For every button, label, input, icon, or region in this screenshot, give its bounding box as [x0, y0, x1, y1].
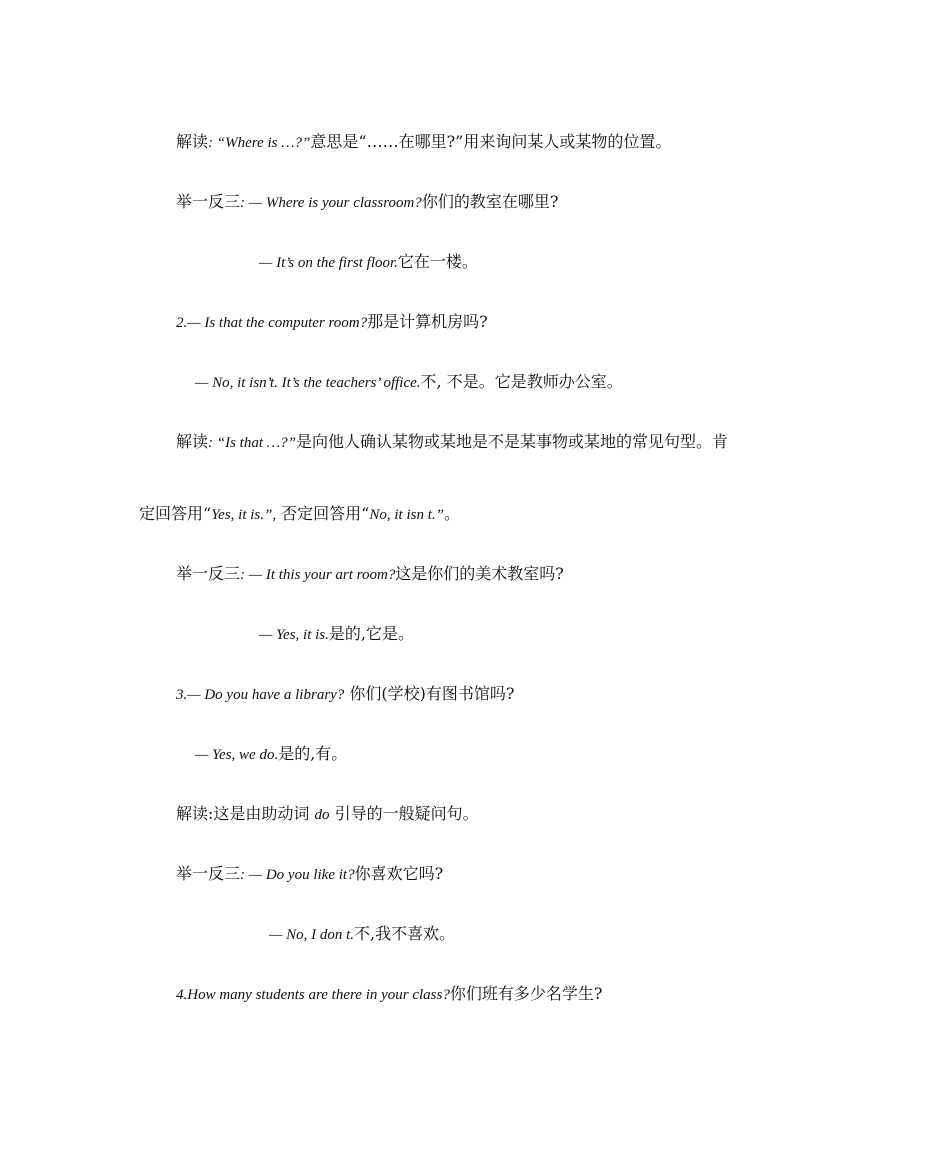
practice-label: 举一反三 [176, 564, 241, 583]
english-text: No, it isn t.” [369, 507, 444, 523]
chinese-text: 否定回答用“ [276, 504, 370, 523]
english-text: 3.— Do you have a library? [176, 687, 345, 703]
english-text: 2.— Is that the computer room? [176, 315, 368, 331]
practice-like-question [176, 863, 443, 886]
practice-label: 举一反三 [176, 192, 241, 211]
explanation-is-that [176, 431, 728, 454]
english-text: — It’s on the first floor. [259, 255, 398, 271]
chinese-text: 不, 不是。它是教师办公室。 [420, 372, 623, 391]
chinese-text: 是的,有。 [278, 744, 348, 763]
english-text: — No, I don t. [269, 927, 355, 943]
explanation-do [176, 803, 479, 826]
explanation-label: 解读 [176, 132, 209, 151]
chinese-text: 那是计算机房吗? [367, 312, 488, 331]
item-2-answer [195, 371, 623, 394]
english-text: — Yes, it is. [259, 627, 329, 643]
english-text: : — Do you like it? [240, 867, 355, 883]
chinese-text: 你们班有多少名学生? [449, 984, 603, 1003]
english-text: : — It this your art room? [240, 567, 396, 583]
chinese-text: 是的,它是。 [328, 624, 414, 643]
chinese-text: 是向他人确认某物或某地是不是某事物或某地的常见句型。肯 [295, 432, 728, 451]
chinese-text: 你喜欢它吗? [354, 864, 444, 883]
explanation-label: 解读:这是由助动词 [176, 804, 315, 823]
english-text: Yes, it is.”, [211, 507, 277, 523]
chinese-text: 它在一楼。 [397, 252, 478, 271]
practice-art-room-question [176, 563, 564, 586]
practice-like-answer [269, 923, 455, 946]
chinese-text: 你们(学校)有图书馆吗? [344, 684, 515, 703]
item-3-question [176, 683, 514, 706]
practice-label: 举一反三 [176, 864, 241, 883]
english-text: — No, it isn’t. It’s the teachers’ office. [195, 375, 421, 391]
practice-art-room-answer [259, 623, 414, 646]
chinese-text: 你们的教室在哪里? [421, 192, 559, 211]
item-4-question [176, 983, 602, 1006]
english-text: : “Where is …?” [208, 135, 311, 151]
item-2-question [176, 311, 488, 334]
item-3-answer [195, 743, 347, 766]
practice-classroom-answer [259, 251, 478, 274]
chinese-text: 引导的一般疑问句。 [329, 804, 479, 823]
practice-classroom-question [176, 191, 558, 214]
english-text: : “Is that …?” [208, 435, 296, 451]
english-text: 4.How many students are there in your class? [176, 987, 450, 1003]
explanation-is-that-continued [139, 503, 460, 526]
chinese-text: 定回答用“ [139, 504, 212, 523]
english-text: : — Where is your classroom? [240, 195, 422, 211]
chinese-text: 意思是“……在哪里?”用来询问某人或某物的位置。 [310, 132, 672, 151]
chinese-text: 。 [443, 504, 460, 523]
explanation-label: 解读 [176, 432, 209, 451]
chinese-text: 这是你们的美术教室吗? [395, 564, 564, 583]
english-text: do [314, 807, 330, 823]
english-text: — Yes, we do. [195, 747, 279, 763]
chinese-text: 不,我不喜欢。 [354, 924, 456, 943]
explanation-where-is [176, 131, 671, 154]
